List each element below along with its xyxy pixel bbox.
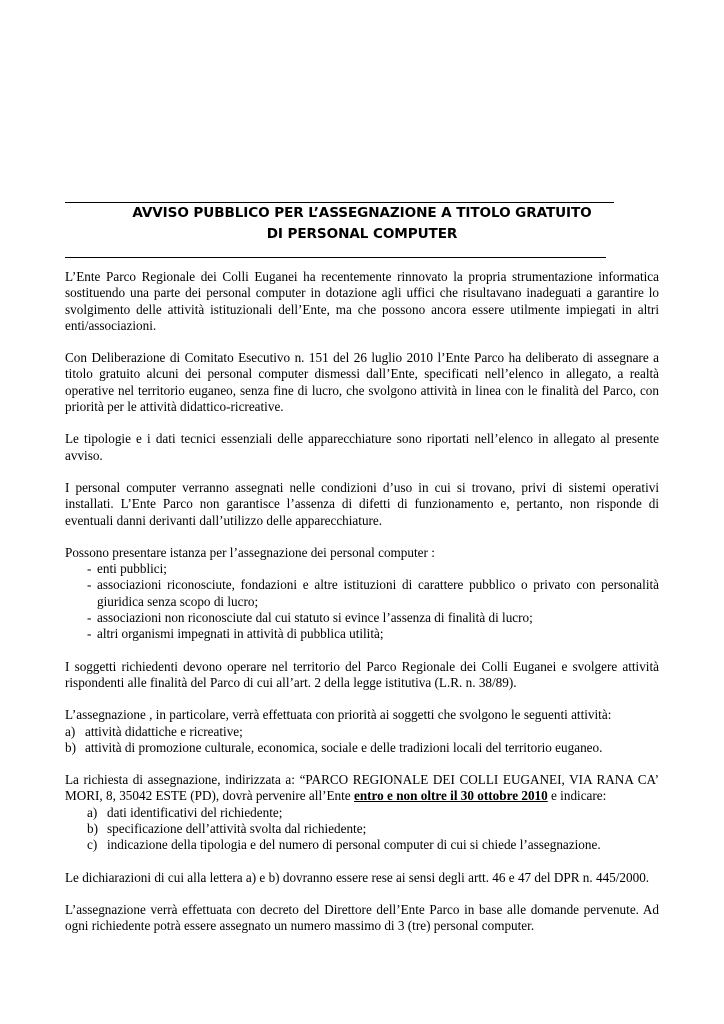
- list-item: [65, 561, 659, 577]
- list-item-text: attività di promozione culturale, economica, sociale e delle tradizioni locali del territorio euganeo.: [85, 739, 603, 755]
- paragraph-priority-intro: L’assegnazione , in particolare, verrà effettuata con priorità ai soggetti che svolgono le seguenti attività:: [65, 707, 612, 723]
- paragraph-declarations: Le dichiarazioni di cui alla lettera a) e b) dovranno essere rese ai sensi degli artt. 46 e 47 del DPR n. 445/2000.: [65, 869, 650, 885]
- title-line-2: DI PERSONAL COMPUTER: [266, 226, 458, 242]
- list-item-text: associazioni non riconosciute dal cui statuto si evince l’assenza di finalità di lucro;: [97, 610, 533, 626]
- dash-marker: -: [87, 610, 92, 626]
- title-bottom-rule: [65, 257, 606, 258]
- list-item-text: altri organismi impegnati in attività di pubblica utilità;: [97, 626, 384, 642]
- list-item-text: attività didattiche e ricreative;: [85, 723, 243, 739]
- list-marker: c): [87, 837, 98, 853]
- list-item: [65, 724, 659, 740]
- dash-marker: -: [87, 626, 92, 642]
- paragraph-conditions: I personal computer verranno assegnati nelle condizioni d’uso in cui si trovano, privi di sistemi operativi installati. L’Ente Parco non garantisce l’assenza di difetti di funzionamento e, pertanto, non risponde di eventuali danni derivanti dall’utilizzo delle apparecchiature.: [65, 479, 659, 528]
- list-item-text: associazioni riconosciute, fondazioni e altre istituzioni di carattere pubblico o privato con personalità giuridica senza scopo di lucro;: [97, 577, 659, 609]
- list-item: [65, 821, 659, 837]
- list-item: [65, 837, 659, 853]
- paragraph-intro: L’Ente Parco Regionale dei Colli Euganei ha recentemente rinnovato la propria strumentazione informatica sostituendo una parte dei personal computer in dotazione agli uffici che risultavano inadeguati a garantire lo svolgimento delle attività istituzionali dell’Ente, ma che possono ancora essere utilmente impiegati in altri enti/associazioni.: [65, 269, 659, 333]
- list-item-text: enti pubblici;: [97, 561, 167, 577]
- deadline-text: entro e non oltre il 30 ottobre 2010: [353, 788, 548, 804]
- list-marker: a): [65, 723, 76, 739]
- paragraph-typologies: Le tipologie e i dati tecnici essenziali delle apparecchiature sono riportati nell’elenco in allegato al presente avviso.: [65, 431, 659, 463]
- list-marker: a): [87, 804, 98, 820]
- list-marker: b): [65, 739, 76, 755]
- list-marker: b): [87, 821, 98, 837]
- list-item-text: indicazione della tipologia e del numero di personal computer di cui si chiede l’assegnazione.: [107, 837, 601, 853]
- request-text-end: e indicare:: [547, 788, 607, 804]
- paragraph-eligible-intro: Possono presentare istanza per l’assegnazione dei personal computer :: [65, 544, 435, 560]
- document-body: [65, 269, 659, 935]
- list-item: [65, 610, 659, 626]
- request-list: [65, 805, 659, 854]
- list-item: [65, 740, 659, 756]
- dash-marker: -: [87, 577, 92, 593]
- list-item-text: dati identificativi del richiedente;: [107, 804, 283, 820]
- document-title: [65, 203, 659, 245]
- paragraph-assignment: L’assegnazione verrà effettuata con decreto del Direttore dell’Ente Parco in base alle domande pervenute. Ad ogni richiedente potrà essere assegnato un numero massimo di 3 (tre) personal computer.: [65, 901, 659, 934]
- list-item-text: specificazione dell’attività svolta dal richiedente;: [107, 821, 367, 837]
- priority-list: [65, 724, 659, 757]
- eligible-list: [65, 561, 659, 642]
- title-line-1: AVVISO PUBBLICO PER L’ASSEGNAZIONE A TITOLO GRATUITO: [132, 205, 592, 221]
- dash-marker: -: [87, 561, 92, 577]
- paragraph-request: [65, 772, 659, 805]
- paragraph-territory: I soggetti richiedenti devono operare nel territorio del Parco Regionale dei Colli Euganei e svolgere attività rispondenti alle finalità del Parco di cui all’art. 2 della legge istitutiva (L.R. n. 38/89).: [65, 658, 659, 690]
- request-text: La richiesta di assegnazione, indirizzata a: “PARCO REGIONALE DEI COLLI EUGANEI, VIA RANA CA’ MORI, 8, 35042 ESTE (PD), dovrà pervenire all’Ente: [65, 772, 659, 804]
- paragraph-deliberation: Con Deliberazione di Comitato Esecutivo n. 151 del 26 luglio 2010 l’Ente Parco ha deliberato di assegnare a titolo gratuito alcuni dei personal computer dismessi dall’Ente, specificati nell’elenco in allegato, a realtà operative nel territorio euganeo, senza fine di lucro, che svolgono attività in linea con le finalità del Parco, con priorità per le attività didattico-ricreative.: [65, 350, 659, 415]
- list-item: [65, 805, 659, 821]
- list-item: [65, 577, 659, 610]
- list-item: [65, 626, 659, 642]
